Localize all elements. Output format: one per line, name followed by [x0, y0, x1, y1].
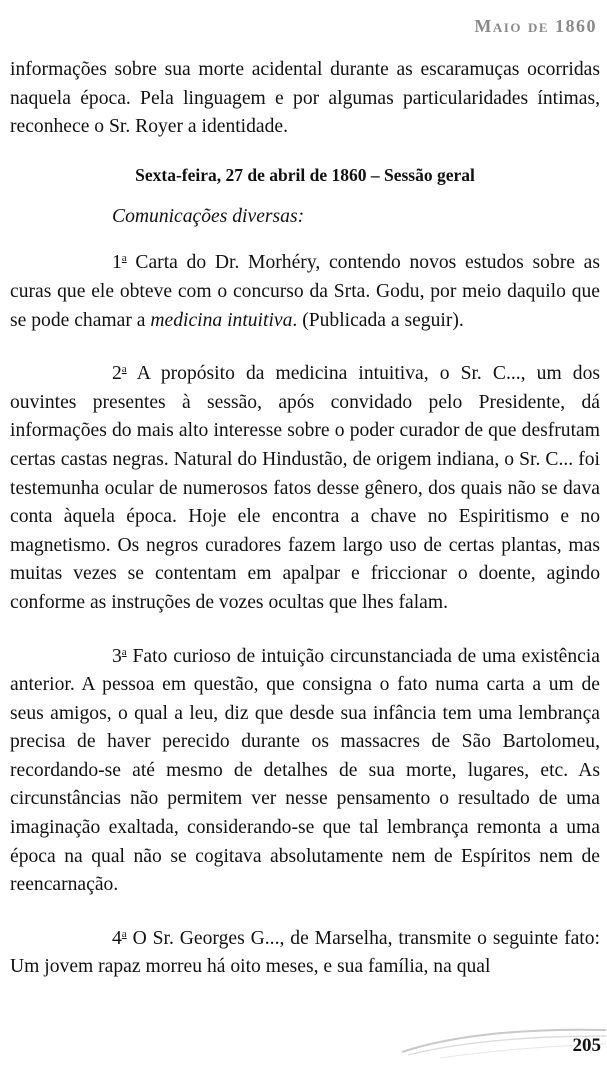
page-footer [400, 1022, 607, 1065]
item-3-number: 3 [112, 645, 122, 667]
session-heading: Sexta-feira, 27 de abril de 1860 – Sessão geral [135, 164, 475, 185]
page-content [10, 56, 600, 982]
item-3-paragraph [10, 643, 600, 900]
item-2-ordinal: a [121, 363, 127, 376]
page-number: 205 [572, 1035, 601, 1056]
item-2-text: A propósito da medicina intuitiva, o Sr. C..., um dos ouvintes presentes à sessão, após convidado pelo Presidente, dá informações do mais alto interesse sobre o poder curador de que desfrutam certas castas negras. Natural do Hindustão, de origem indiana, o Sr. C... foi testemunha ocular de numerosos fatos desse gênero, dos quais não se dava conta àquela época. Hoje ele encontra a chave no Espiritismo e no magnetismo. Os negros curadores fazem largo uso de certas plantas, mas muitas vezes se contentam em apalpar e friccionar o doente, agindo conforme as instruções de vozes ocultas que lhes falam. [10, 363, 600, 613]
item-1-number: 1 [112, 252, 122, 274]
item-3-ordinal: a [121, 645, 127, 658]
item-4-ordinal: a [121, 927, 127, 940]
item-4-number: 4 [112, 927, 122, 949]
item-1-emphasis: medicina intuitiva [150, 309, 293, 331]
running-header: Maio de 1860 [474, 16, 597, 36]
item-4-paragraph [10, 925, 600, 982]
item-2-paragraph [10, 360, 600, 617]
item-1-ordinal: a [121, 252, 127, 265]
item-2-number: 2 [112, 363, 122, 385]
item-1-text-b: . (Publicada a seguir). [292, 309, 464, 331]
subheading: Comunicações diversas: [112, 205, 305, 227]
item-1-text-a: Carta do Dr. Morhéry, contendo novos estudos sobre as curas que ele obteve com o concurso da Srta. Godu, por meio daquilo que se pode chamar a [10, 252, 600, 331]
item-1-paragraph [10, 249, 600, 335]
item-4-text: O Sr. Georges G..., de Marselha, transmite o seguinte fato: Um jovem rapaz morreu há oito meses, e sua família, na qual [10, 927, 600, 978]
paragraph-continuation: informações sobre sua morte acidental durante as escaramuças ocorridas naquela época. Pela linguagem e por algumas particularidades íntimas, reconhece o Sr. Royer a identidade. [10, 59, 600, 138]
item-3-text: Fato curioso de intuição circunstanciada de uma existência anterior. A pessoa em questão, que consigna o fato numa carta a um de seus amigos, o qual a leu, diz que desde sua infância tem uma lembrança precisa de haver perecido durante os massacres de São Bartolomeu, recordando-se até mesmo de detalhes de sua morte, lugares, etc. As circunstâncias não permitem ver nesse pensamento o resultado de uma imaginação exaltada, considerando-se que tal lembrança remonta a uma época na qual não se cogitava absolutamente nem de Espíritos nem de reencarnação. [10, 645, 600, 896]
